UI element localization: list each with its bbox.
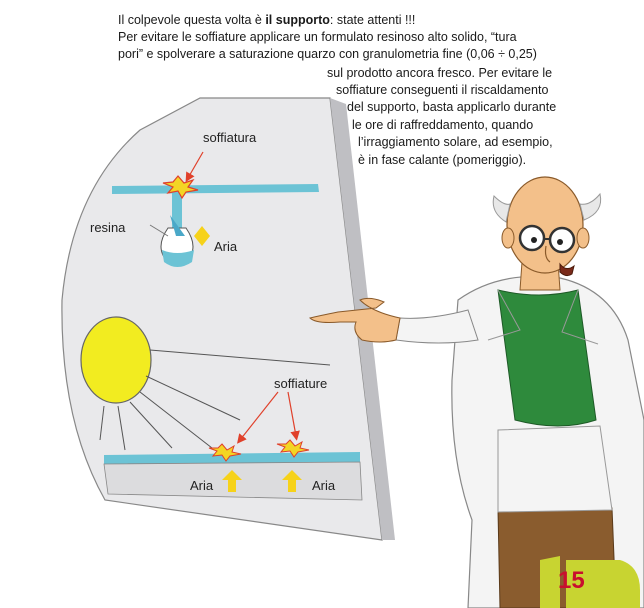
body-line-2: pori” e spolverare a saturazione quarzo con granulometria fine (0,06 ÷ 0,25) xyxy=(118,47,537,61)
body-line-6: le ore di raffreddamento, quando xyxy=(352,118,534,132)
label-soffiatura: soffiatura xyxy=(203,130,257,145)
label-resina: resina xyxy=(90,220,126,235)
label-aria-right: Aria xyxy=(312,478,336,493)
body-line-4: soffiature conseguenti il riscaldamento xyxy=(336,83,549,97)
page-number: 15 xyxy=(558,567,585,594)
body-line-3: sul prodotto ancora fresco. Per evitare le xyxy=(327,66,553,80)
intro-bold: il supporto xyxy=(265,13,330,27)
body-line-5: del supporto, basta applicarlo durante xyxy=(347,100,557,114)
label-aria-top: Aria xyxy=(214,239,238,254)
body-line-1: Per evitare le soffiature applicare un formulato resinoso alto solido, “tura xyxy=(118,30,517,44)
body-line-8: è in fase calante (pomeriggio). xyxy=(358,153,527,167)
intro-line: Il colpevole questa volta è il supporto: state attenti !!! xyxy=(118,13,416,27)
body-line-7: l’irraggiamento solare, ad esempio, xyxy=(358,135,553,149)
label-soffiature: soffiature xyxy=(274,376,328,391)
sun-icon xyxy=(81,317,151,403)
page-number-badge xyxy=(540,556,640,608)
label-aria-left: Aria xyxy=(190,478,214,493)
